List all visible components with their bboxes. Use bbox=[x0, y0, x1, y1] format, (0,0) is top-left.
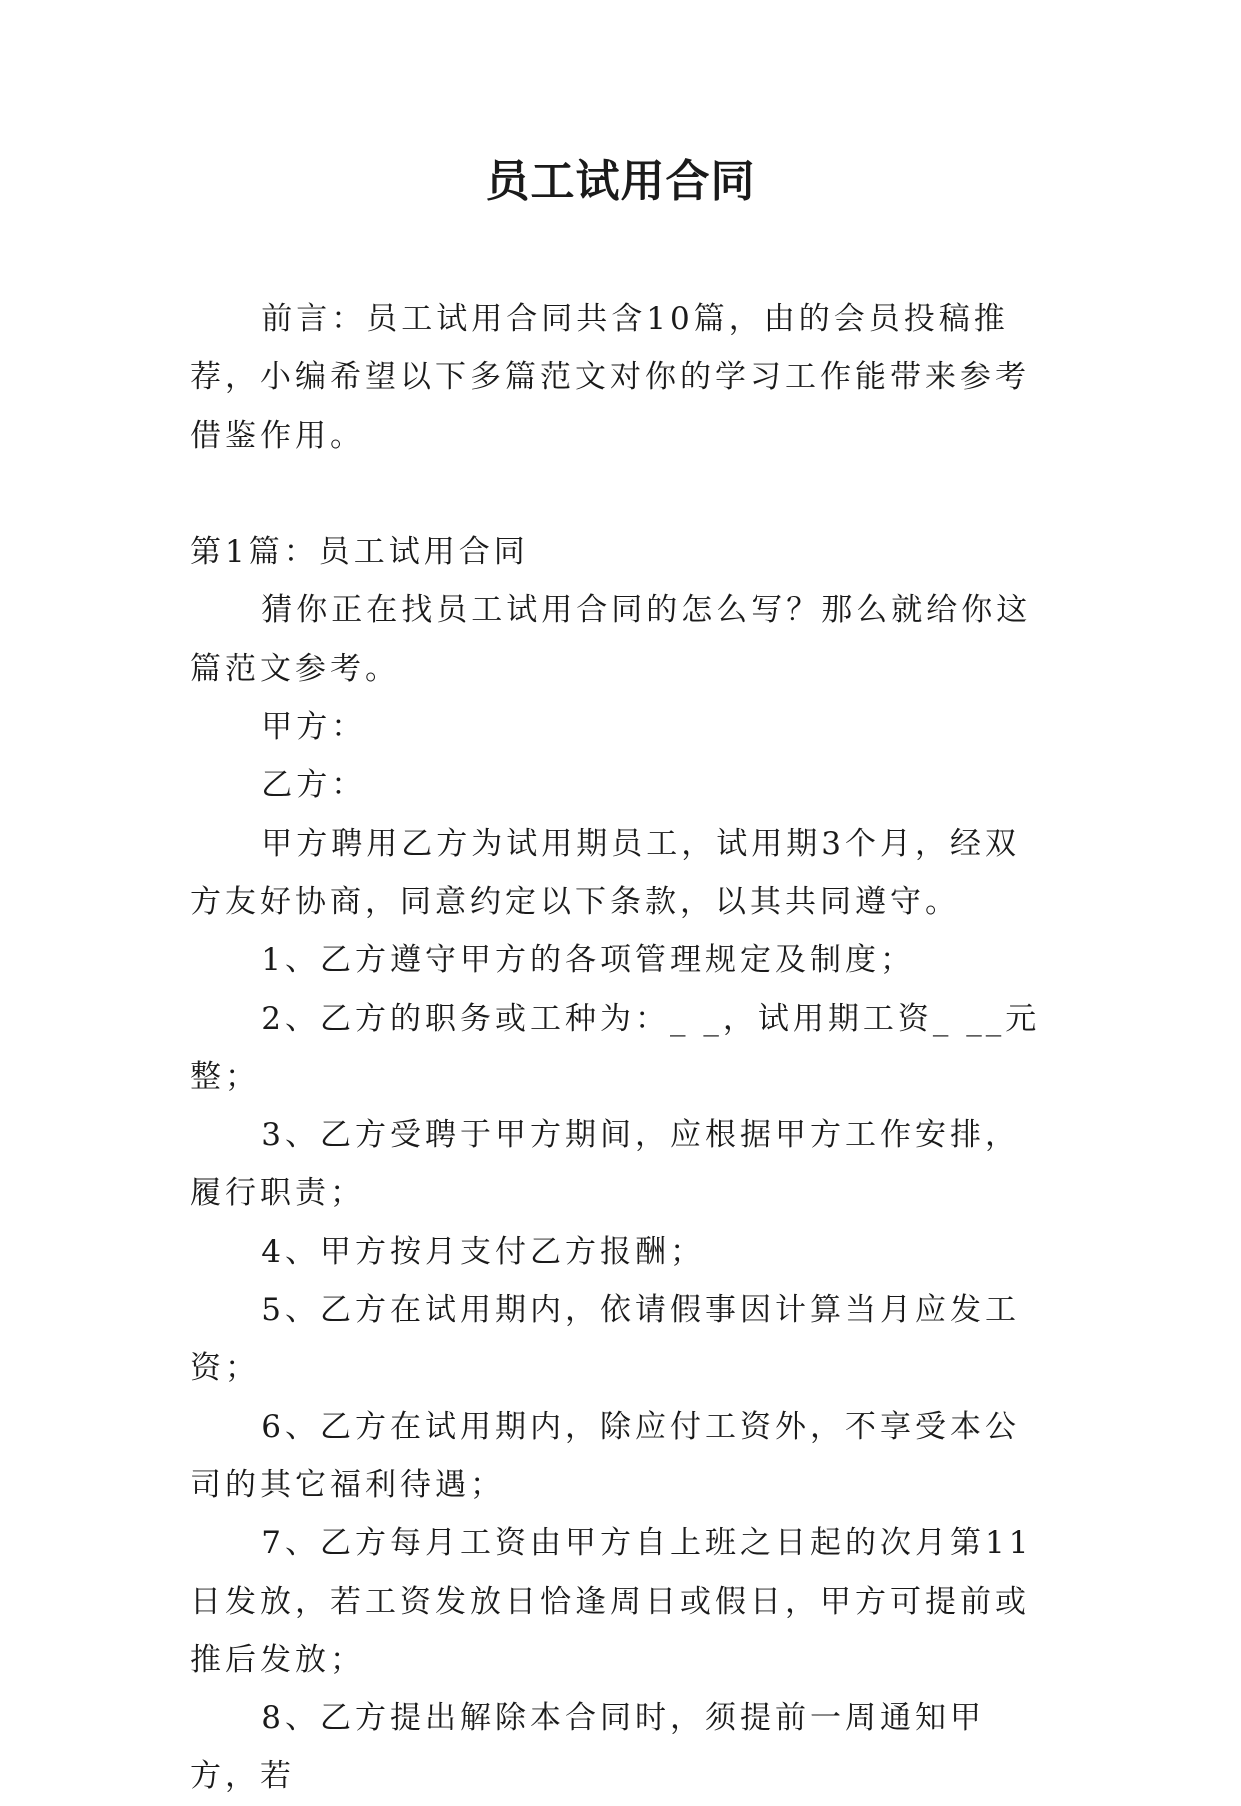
clause-4: 4、甲方按月支付乙方报酬； bbox=[261, 1233, 706, 1270]
clause-7: 7、乙方每月工资由甲方自上班之日起的次月第11日发放，若工资发放日恰逢周日或假日，甲方可提前或推后发放； bbox=[190, 1525, 1033, 1678]
clause-1: 1、乙方遵守甲方的各项管理规定及制度； bbox=[261, 942, 916, 979]
document-title: 员工试用合同 bbox=[485, 156, 756, 207]
preface-paragraph: 前言：员工试用合同共含10篇，由的会员投稿推荐，小编希望以下多篇范文对你的学习工作能带来参考借鉴作用。 bbox=[190, 301, 1030, 454]
clause-5: 5、乙方在试用期内，依请假事因计算当月应发工资； bbox=[190, 1292, 1021, 1387]
paragraph-party-b: 乙方： bbox=[261, 767, 367, 804]
paragraph-spacer bbox=[190, 465, 1052, 523]
clause-6: 6、乙方在试用期内，除应付工资外，不享受本公司的其它福利待遇； bbox=[190, 1408, 1021, 1503]
document-body bbox=[190, 290, 1052, 1806]
section-heading: 第1篇：员工试用合同 bbox=[190, 534, 529, 571]
clause-3: 3、乙方受聘于甲方期间，应根据甲方工作安排，履行职责； bbox=[190, 1117, 1021, 1212]
paragraph-party-a: 甲方： bbox=[261, 709, 367, 746]
paragraph-agreement: 甲方聘用乙方为试用期员工，试用期3个月，经双方友好协商，同意约定以下条款，以其共同遵守。 bbox=[190, 825, 1021, 920]
paragraph-intro: 猜你正在找员工试用合同的怎么写？那么就给你这篇范文参考。 bbox=[190, 592, 1032, 687]
clause-2: 2、乙方的职务或工种为：_ _，试用期工资_ __元整； bbox=[190, 1000, 1041, 1095]
clause-8: 8、乙方提出解除本合同时，须提前一周通知甲方，若 bbox=[190, 1700, 986, 1795]
